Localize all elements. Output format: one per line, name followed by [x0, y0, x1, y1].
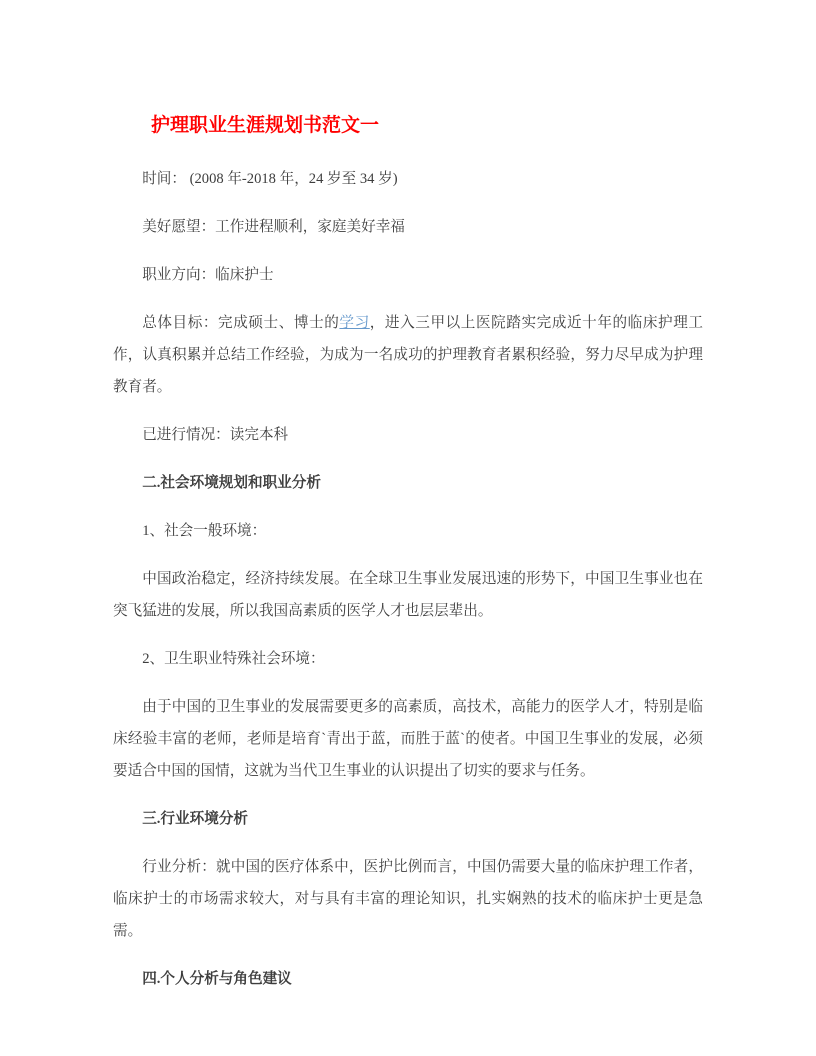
document-title: 护理职业生涯规划书范文一 [151, 115, 380, 136]
document-body [113, 163, 703, 995]
paragraph: 由于中国的卫生事业的发展需要更多的高素质，高技术，高能力的医学人才，特别是临床经验丰富的老师，老师是培育`青出于蓝，而胜于蓝`的使者。中国卫生事业的发展，必须要适合中国的国情，这就为当代卫生事业的认识提出了切实的要求与任务。 [113, 699, 703, 779]
paragraph: 行业分析：就中国的医疗体系中，医护比例而言，中国仍需要大量的临床护理工作者，临床护士的市场需求较大，对与具有丰富的理论知识，扎实娴熟的技术的临床护士更是急需。 [113, 859, 703, 939]
paragraph-text: 总体目标：完成硕士、博士的 [142, 315, 340, 331]
section-heading: 四.个人分析与角色建议 [142, 971, 292, 987]
paragraph: 2、卫生职业特殊社会环境： [142, 651, 325, 667]
paragraph: 1、社会一般环境： [142, 523, 267, 539]
paragraph: 美好愿望：工作进程顺利，家庭美好幸福 [142, 219, 405, 235]
paragraph: 已进行情况：读完本科 [142, 427, 289, 443]
paragraph: 职业方向：临床护士 [142, 267, 274, 283]
paragraph-text: ，进入三甲以上医院踏实完成近十年的临床护理工作，认真积累并总结工作经验，为成为一名成功的护理教育者累积经验，努力尽早成为护理教育者。 [113, 315, 703, 395]
paragraph [113, 307, 703, 403]
section-heading: 二.社会环境规划和职业分析 [142, 475, 321, 491]
paragraph: 时间： (2008 年-2018 年，24 岁至 34 岁) [142, 171, 398, 187]
section-heading: 三.行业环境分析 [142, 811, 248, 827]
paragraph: 中国政治稳定，经济持续发展。在全球卫生事业发展迅速的形势下，中国卫生事业也在突飞猛进的发展，所以我国高素质的医学人才也层层辈出。 [113, 571, 703, 619]
inline-hyperlink[interactable]: 学习 [339, 315, 370, 331]
